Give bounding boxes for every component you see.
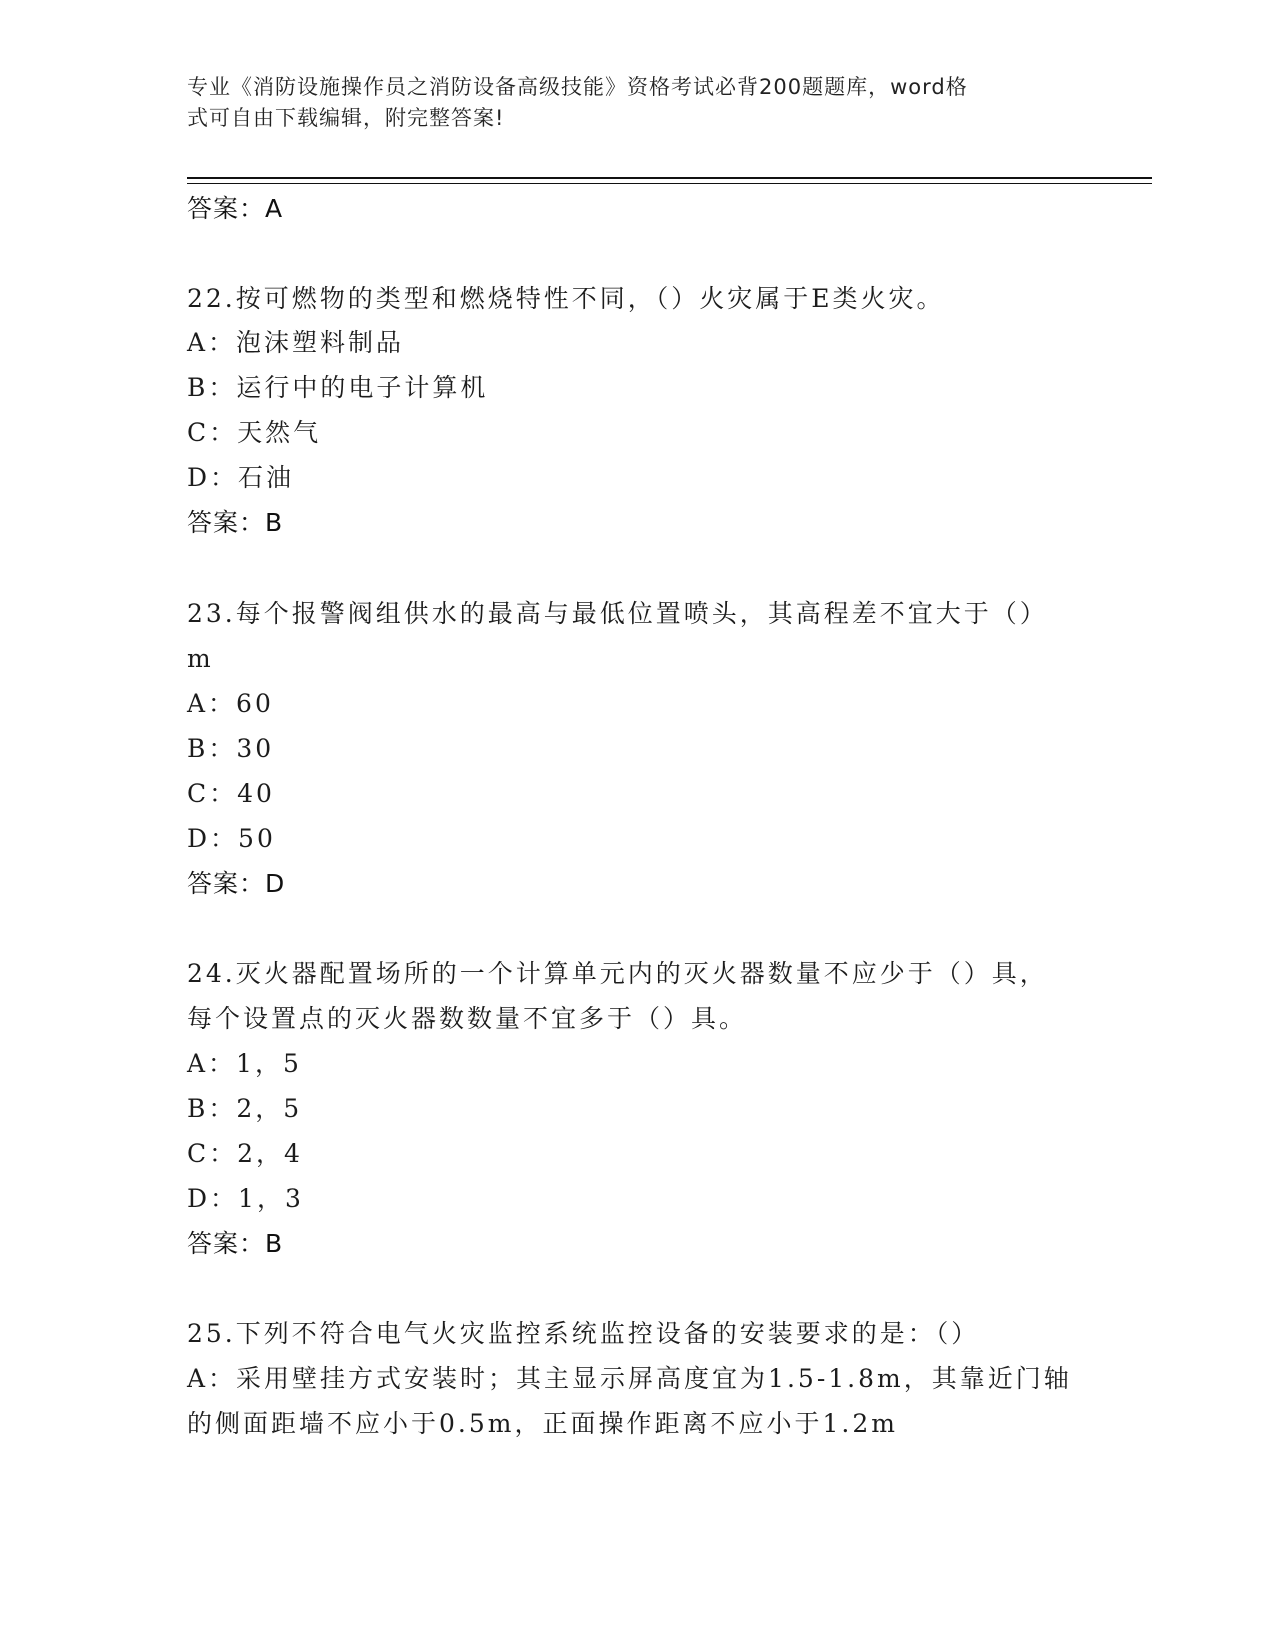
question-23-stem-line-2: m: [187, 644, 214, 673]
question-23-answer: 答案：D: [187, 869, 286, 898]
previous-answer: 答案：A: [187, 194, 284, 223]
header-divider-thick: [187, 177, 1152, 179]
question-24-answer: 答案：B: [187, 1229, 284, 1258]
question-24-option-b: B：2，5: [187, 1094, 303, 1123]
question-22-option-d: D：石油: [187, 463, 295, 492]
question-23-option-b: B：30: [187, 734, 275, 763]
question-24-option-d: D：1，3: [187, 1184, 304, 1213]
question-22-option-c: C：天然气: [187, 418, 322, 447]
question-24-option-a: A：1，5: [187, 1049, 302, 1078]
header-line-2: 式可自由下载编辑，附完整答案!: [187, 106, 505, 130]
question-22-stem: 22.按可燃物的类型和燃烧特性不同，（）火灾属于E类火灾。: [187, 284, 945, 313]
question-24-stem-line-2: 每个设置点的灭火器数数量不宜多于（）具。: [187, 1004, 748, 1033]
question-23-option-a: A：60: [187, 689, 274, 718]
question-24-stem-line-1: 24.灭火器配置场所的一个计算单元内的灭火器数量不应少于（）具，: [187, 959, 1048, 988]
question-23-option-d: D：50: [187, 824, 276, 853]
question-22-answer: 答案：B: [187, 508, 284, 537]
question-22-option-b: B：运行中的电子计算机: [187, 373, 489, 402]
document-header: [187, 72, 1067, 134]
question-25-stem: 25.下列不符合电气火灾监控系统监控设备的安装要求的是：（）: [187, 1319, 980, 1348]
question-23-option-c: C：40: [187, 779, 275, 808]
header-line-1: 专业《消防设施操作员之消防设备高级技能》资格考试必背200题题库，word格: [187, 75, 968, 99]
question-25-option-a-line-1: A：采用壁挂方式安装时；其主显示屏高度宜为1.5-1.8m，其靠近门轴: [187, 1364, 1072, 1393]
question-24-option-c: C：2，4: [187, 1139, 303, 1168]
question-23-stem-line-1: 23.每个报警阀组供水的最高与最低位置喷头，其高程差不宜大于（）: [187, 599, 1048, 628]
question-22-option-a: A：泡沫塑料制品: [187, 328, 405, 357]
question-25-option-a-line-2: 的侧面距墙不应小于0.5m，正面操作距离不应小于1.2m: [187, 1409, 898, 1438]
header-divider-thin: [187, 183, 1152, 184]
